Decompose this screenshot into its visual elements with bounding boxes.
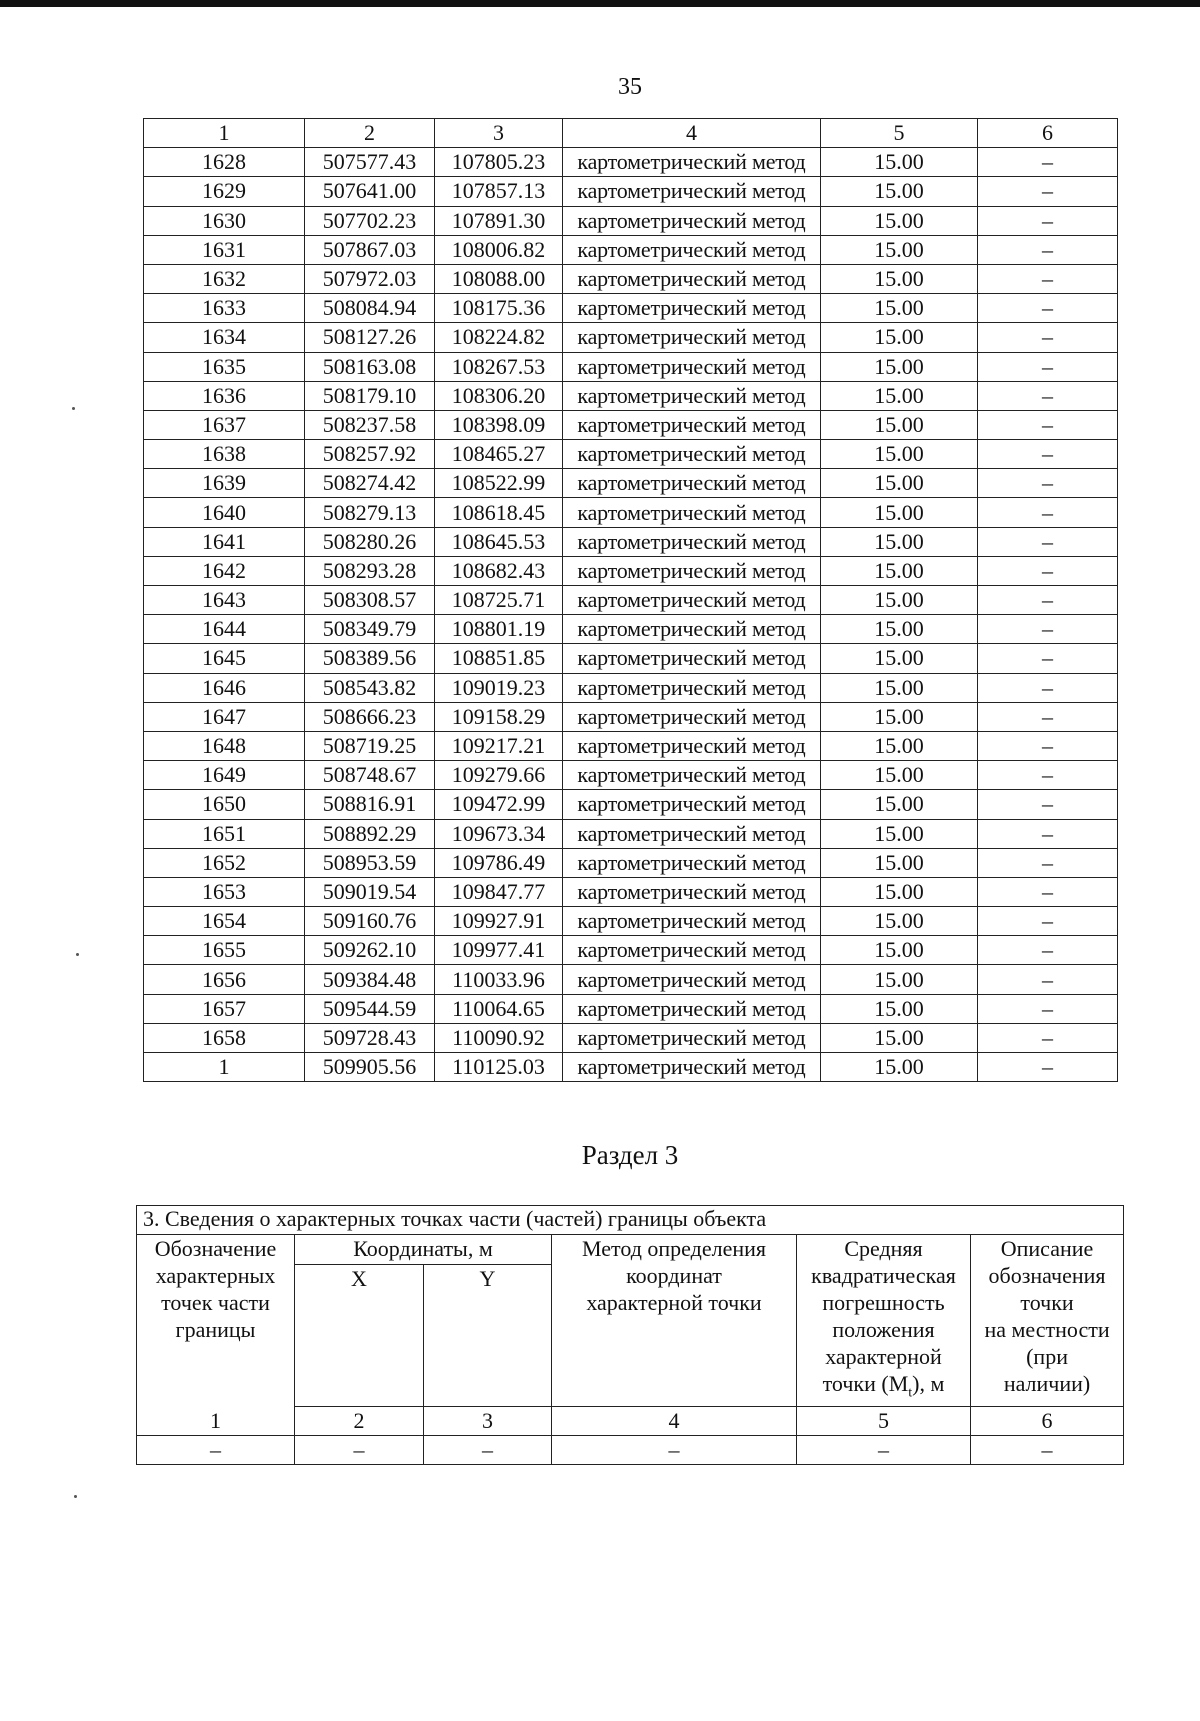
description-cell: – — [978, 323, 1118, 352]
table-row — [144, 877, 1118, 906]
error-cell: 15.00 — [821, 586, 978, 615]
dash-cell: – — [137, 1436, 295, 1465]
table-row — [144, 440, 1118, 469]
point-number-cell: 1640 — [144, 498, 305, 527]
description-cell: – — [978, 469, 1118, 498]
point-number-cell: 1634 — [144, 323, 305, 352]
table-row — [144, 615, 1118, 644]
table-row — [144, 527, 1118, 556]
description-cell: – — [978, 907, 1118, 936]
num-cell: 2 — [295, 1407, 424, 1436]
method-cell: картометрический метод — [563, 294, 821, 323]
table-row — [144, 1023, 1118, 1052]
x-coordinate-cell: 508816.91 — [305, 790, 435, 819]
col-description-header: Описание обозначения точки на местности (при наличии) — [971, 1235, 1124, 1407]
y-coordinate-cell: 108006.82 — [435, 235, 563, 264]
point-number-cell: 1628 — [144, 148, 305, 177]
x-coordinate-cell: 508666.23 — [305, 702, 435, 731]
table-row — [144, 848, 1118, 877]
x-coordinate-cell: 508308.57 — [305, 586, 435, 615]
column-number-header: 6 — [978, 119, 1118, 148]
table-row — [144, 936, 1118, 965]
dash-cell: – — [295, 1436, 424, 1465]
y-coordinate-cell: 107891.30 — [435, 206, 563, 235]
num-cell: 6 — [971, 1407, 1124, 1436]
col-y-header: Y — [424, 1264, 552, 1407]
col-error-header: Средняя квадратическая погрешность положения характерной точки $(M_t)$, м — [797, 1235, 971, 1407]
table-row — [144, 644, 1118, 673]
method-cell: картометрический метод — [563, 848, 821, 877]
y-coordinate-cell: 108306.20 — [435, 381, 563, 410]
method-cell: картометрический метод — [563, 410, 821, 439]
col-x-header: X — [295, 1264, 424, 1407]
y-coordinate-cell: 109927.91 — [435, 907, 563, 936]
description-cell: – — [978, 556, 1118, 585]
y-coordinate-cell: 110064.65 — [435, 994, 563, 1023]
y-coordinate-cell: 108224.82 — [435, 323, 563, 352]
y-coordinate-cell: 110033.96 — [435, 965, 563, 994]
x-coordinate-cell: 508274.42 — [305, 469, 435, 498]
table-row — [144, 819, 1118, 848]
table-row — [144, 235, 1118, 264]
col-method-header: Метод определения координат характерной точки — [552, 1235, 797, 1407]
y-coordinate-cell: 109217.21 — [435, 731, 563, 760]
table-row — [144, 323, 1118, 352]
method-cell: картометрический метод — [563, 1053, 821, 1082]
column-number-header: 3 — [435, 119, 563, 148]
table-row — [144, 352, 1118, 381]
num-cell: 4 — [552, 1407, 797, 1436]
table-row — [144, 907, 1118, 936]
section-title: Раздел 3 — [581, 1140, 679, 1170]
point-number-cell: 1644 — [144, 615, 305, 644]
method-cell: картометрический метод — [563, 323, 821, 352]
section3-number-row — [137, 1407, 1124, 1436]
error-cell: 15.00 — [821, 177, 978, 206]
error-cell: 15.00 — [821, 615, 978, 644]
x-coordinate-cell: 509728.43 — [305, 1023, 435, 1052]
description-cell: – — [978, 965, 1118, 994]
y-coordinate-cell: 109472.99 — [435, 790, 563, 819]
coordinates-table — [143, 118, 1118, 1082]
column-number-header: 4 — [563, 119, 821, 148]
x-coordinate-cell: 509544.59 — [305, 994, 435, 1023]
error-cell: 15.00 — [821, 381, 978, 410]
error-cell: 15.00 — [821, 527, 978, 556]
table-row — [144, 994, 1118, 1023]
y-coordinate-cell: 109019.23 — [435, 673, 563, 702]
y-coordinate-cell: 109786.49 — [435, 848, 563, 877]
y-coordinate-cell: 108175.36 — [435, 294, 563, 323]
error-cell: 15.00 — [821, 1023, 978, 1052]
point-number-cell: 1657 — [144, 994, 305, 1023]
point-number-cell: 1641 — [144, 527, 305, 556]
table-row — [144, 731, 1118, 760]
y-coordinate-cell: 109977.41 — [435, 936, 563, 965]
error-cell: 15.00 — [821, 790, 978, 819]
error-cell: 15.00 — [821, 410, 978, 439]
scan-top-edge — [0, 0, 1200, 7]
y-coordinate-cell: 110090.92 — [435, 1023, 563, 1052]
num-cell: 3 — [424, 1407, 552, 1436]
x-coordinate-cell: 508237.58 — [305, 410, 435, 439]
description-cell: – — [978, 235, 1118, 264]
column-number-header: 1 — [144, 119, 305, 148]
description-cell: – — [978, 731, 1118, 760]
page-number: 35 — [618, 74, 642, 100]
y-coordinate-cell: 107805.23 — [435, 148, 563, 177]
section3-empty-row — [137, 1436, 1124, 1465]
error-cell: 15.00 — [821, 994, 978, 1023]
description-cell: – — [978, 673, 1118, 702]
point-number-cell: 1645 — [144, 644, 305, 673]
x-coordinate-cell: 507867.03 — [305, 235, 435, 264]
method-cell: картометрический метод — [563, 965, 821, 994]
description-cell: – — [978, 206, 1118, 235]
x-coordinate-cell: 509905.56 — [305, 1053, 435, 1082]
point-number-cell: 1649 — [144, 761, 305, 790]
y-coordinate-cell: 108618.45 — [435, 498, 563, 527]
method-cell: картометрический метод — [563, 936, 821, 965]
error-cell: 15.00 — [821, 644, 978, 673]
table-row — [144, 294, 1118, 323]
error-cell: 15.00 — [821, 469, 978, 498]
error-cell: 15.00 — [821, 352, 978, 381]
y-coordinate-cell: 108851.85 — [435, 644, 563, 673]
point-number-cell: 1647 — [144, 702, 305, 731]
table-row — [144, 965, 1118, 994]
error-cell: 15.00 — [821, 235, 978, 264]
error-cell: 15.00 — [821, 965, 978, 994]
description-cell: – — [978, 761, 1118, 790]
method-cell: картометрический метод — [563, 731, 821, 760]
method-cell: картометрический метод — [563, 644, 821, 673]
description-cell: – — [978, 177, 1118, 206]
y-coordinate-cell: 108522.99 — [435, 469, 563, 498]
point-number-cell: 1635 — [144, 352, 305, 381]
method-cell: картометрический метод — [563, 907, 821, 936]
point-number-cell: 1629 — [144, 177, 305, 206]
point-number-cell: 1632 — [144, 264, 305, 293]
x-coordinate-cell: 508127.26 — [305, 323, 435, 352]
table-row — [144, 556, 1118, 585]
method-cell: картометрический метод — [563, 615, 821, 644]
description-cell: – — [978, 527, 1118, 556]
point-number-cell: 1639 — [144, 469, 305, 498]
method-cell: картометрический метод — [563, 994, 821, 1023]
point-number-cell: 1 — [144, 1053, 305, 1082]
y-coordinate-cell: 108398.09 — [435, 410, 563, 439]
method-cell: картометрический метод — [563, 440, 821, 469]
description-cell: – — [978, 148, 1118, 177]
scan-speck — [74, 1495, 77, 1498]
description-cell: – — [978, 410, 1118, 439]
x-coordinate-cell: 507577.43 — [305, 148, 435, 177]
method-cell: картометрический метод — [563, 1023, 821, 1052]
point-number-cell: 1652 — [144, 848, 305, 877]
method-cell: картометрический метод — [563, 148, 821, 177]
method-cell: картометрический метод — [563, 790, 821, 819]
y-coordinate-cell: 108725.71 — [435, 586, 563, 615]
error-cell: 15.00 — [821, 731, 978, 760]
column-number-header: 2 — [305, 119, 435, 148]
method-cell: картометрический метод — [563, 877, 821, 906]
point-number-cell: 1642 — [144, 556, 305, 585]
description-cell: – — [978, 790, 1118, 819]
y-coordinate-cell: 108645.53 — [435, 527, 563, 556]
dash-cell: – — [552, 1436, 797, 1465]
point-number-cell: 1650 — [144, 790, 305, 819]
point-number-cell: 1637 — [144, 410, 305, 439]
method-cell: картометрический метод — [563, 527, 821, 556]
method-cell: картометрический метод — [563, 673, 821, 702]
table-row — [144, 498, 1118, 527]
description-cell: – — [978, 352, 1118, 381]
num-cell: 5 — [797, 1407, 971, 1436]
y-coordinate-cell: 109279.66 — [435, 761, 563, 790]
point-number-cell: 1643 — [144, 586, 305, 615]
dash-cell: – — [424, 1436, 552, 1465]
method-cell: картометрический метод — [563, 702, 821, 731]
y-coordinate-cell: 108801.19 — [435, 615, 563, 644]
error-cell: 15.00 — [821, 294, 978, 323]
table-row — [144, 469, 1118, 498]
error-cell: 15.00 — [821, 673, 978, 702]
point-number-cell: 1638 — [144, 440, 305, 469]
y-coordinate-cell: 108088.00 — [435, 264, 563, 293]
x-coordinate-cell: 509384.48 — [305, 965, 435, 994]
description-cell: – — [978, 498, 1118, 527]
point-number-cell: 1656 — [144, 965, 305, 994]
x-coordinate-cell: 508257.92 — [305, 440, 435, 469]
table-row — [144, 264, 1118, 293]
error-cell: 15.00 — [821, 206, 978, 235]
point-number-cell: 1654 — [144, 907, 305, 936]
dash-cell: – — [797, 1436, 971, 1465]
method-cell: картометрический метод — [563, 556, 821, 585]
x-coordinate-cell: 508280.26 — [305, 527, 435, 556]
x-coordinate-cell: 508179.10 — [305, 381, 435, 410]
x-coordinate-cell: 508892.29 — [305, 819, 435, 848]
description-cell: – — [978, 294, 1118, 323]
table-row — [144, 586, 1118, 615]
method-cell: картометрический метод — [563, 235, 821, 264]
error-cell: 15.00 — [821, 702, 978, 731]
x-coordinate-cell: 508953.59 — [305, 848, 435, 877]
section3-table — [136, 1205, 1124, 1465]
y-coordinate-cell: 108465.27 — [435, 440, 563, 469]
x-coordinate-cell: 508293.28 — [305, 556, 435, 585]
scan-speck — [72, 407, 75, 410]
y-coordinate-cell: 109158.29 — [435, 702, 563, 731]
error-cell: 15.00 — [821, 761, 978, 790]
description-cell: – — [978, 264, 1118, 293]
x-coordinate-cell: 508719.25 — [305, 731, 435, 760]
x-coordinate-cell: 507972.03 — [305, 264, 435, 293]
description-cell: – — [978, 936, 1118, 965]
description-cell: – — [978, 644, 1118, 673]
description-cell: – — [978, 586, 1118, 615]
error-cell: 15.00 — [821, 877, 978, 906]
error-cell: 15.00 — [821, 936, 978, 965]
method-cell: картометрический метод — [563, 381, 821, 410]
x-coordinate-cell: 507702.23 — [305, 206, 435, 235]
method-cell: картометрический метод — [563, 469, 821, 498]
description-cell: – — [978, 381, 1118, 410]
description-cell: – — [978, 848, 1118, 877]
point-number-cell: 1633 — [144, 294, 305, 323]
description-cell: – — [978, 877, 1118, 906]
table-row — [144, 702, 1118, 731]
table-row — [144, 177, 1118, 206]
error-cell: 15.00 — [821, 907, 978, 936]
section3-caption: 3. Сведения о характерных точках части (частей) границы объекта — [137, 1206, 1124, 1235]
x-coordinate-cell: 508748.67 — [305, 761, 435, 790]
method-cell: картометрический метод — [563, 819, 821, 848]
y-coordinate-cell: 110125.03 — [435, 1053, 563, 1082]
error-cell: 15.00 — [821, 1053, 978, 1082]
x-coordinate-cell: 508163.08 — [305, 352, 435, 381]
x-coordinate-cell: 508349.79 — [305, 615, 435, 644]
point-number-cell: 1653 — [144, 877, 305, 906]
x-coordinate-cell: 508389.56 — [305, 644, 435, 673]
x-coordinate-cell: 508084.94 — [305, 294, 435, 323]
y-coordinate-cell: 109847.77 — [435, 877, 563, 906]
point-number-cell: 1651 — [144, 819, 305, 848]
description-cell: – — [978, 702, 1118, 731]
method-cell: картометрический метод — [563, 206, 821, 235]
table-row — [144, 148, 1118, 177]
x-coordinate-cell: 508279.13 — [305, 498, 435, 527]
scan-speck — [76, 953, 79, 956]
table-row — [144, 790, 1118, 819]
x-coordinate-cell: 507641.00 — [305, 177, 435, 206]
description-cell: – — [978, 1023, 1118, 1052]
column-number-header: 5 — [821, 119, 978, 148]
method-cell: картометрический метод — [563, 352, 821, 381]
error-cell: 15.00 — [821, 148, 978, 177]
table-header-row — [144, 119, 1118, 148]
description-cell: – — [978, 819, 1118, 848]
description-cell: – — [978, 994, 1118, 1023]
description-cell: – — [978, 440, 1118, 469]
x-coordinate-cell: 508543.82 — [305, 673, 435, 702]
description-cell: – — [978, 1053, 1118, 1082]
table-row — [144, 673, 1118, 702]
col-designation-header: Обозначение характерных точек части границы — [137, 1235, 295, 1407]
description-cell: – — [978, 615, 1118, 644]
method-cell: картометрический метод — [563, 761, 821, 790]
point-number-cell: 1655 — [144, 936, 305, 965]
point-number-cell: 1658 — [144, 1023, 305, 1052]
table-row — [144, 761, 1118, 790]
error-cell: 15.00 — [821, 819, 978, 848]
table-row — [144, 410, 1118, 439]
error-cell: 15.00 — [821, 848, 978, 877]
error-cell: 15.00 — [821, 556, 978, 585]
table-row — [144, 206, 1118, 235]
x-coordinate-cell: 509019.54 — [305, 877, 435, 906]
x-coordinate-cell: 509160.76 — [305, 907, 435, 936]
error-cell: 15.00 — [821, 323, 978, 352]
table-row — [144, 381, 1118, 410]
table-row — [144, 1053, 1118, 1082]
y-coordinate-cell: 107857.13 — [435, 177, 563, 206]
method-cell: картометрический метод — [563, 264, 821, 293]
point-number-cell: 1631 — [144, 235, 305, 264]
y-coordinate-cell: 108682.43 — [435, 556, 563, 585]
error-cell: 15.00 — [821, 440, 978, 469]
point-number-cell: 1630 — [144, 206, 305, 235]
error-cell: 15.00 — [821, 498, 978, 527]
point-number-cell: 1646 — [144, 673, 305, 702]
error-cell: 15.00 — [821, 264, 978, 293]
x-coordinate-cell: 509262.10 — [305, 936, 435, 965]
method-cell: картометрический метод — [563, 498, 821, 527]
dash-cell: – — [971, 1436, 1124, 1465]
method-cell: картометрический метод — [563, 177, 821, 206]
point-number-cell: 1636 — [144, 381, 305, 410]
y-coordinate-cell: 109673.34 — [435, 819, 563, 848]
col-coords-header: Координаты, м — [295, 1235, 552, 1265]
point-number-cell: 1648 — [144, 731, 305, 760]
method-cell: картометрический метод — [563, 586, 821, 615]
y-coordinate-cell: 108267.53 — [435, 352, 563, 381]
num-cell: 1 — [137, 1407, 295, 1436]
